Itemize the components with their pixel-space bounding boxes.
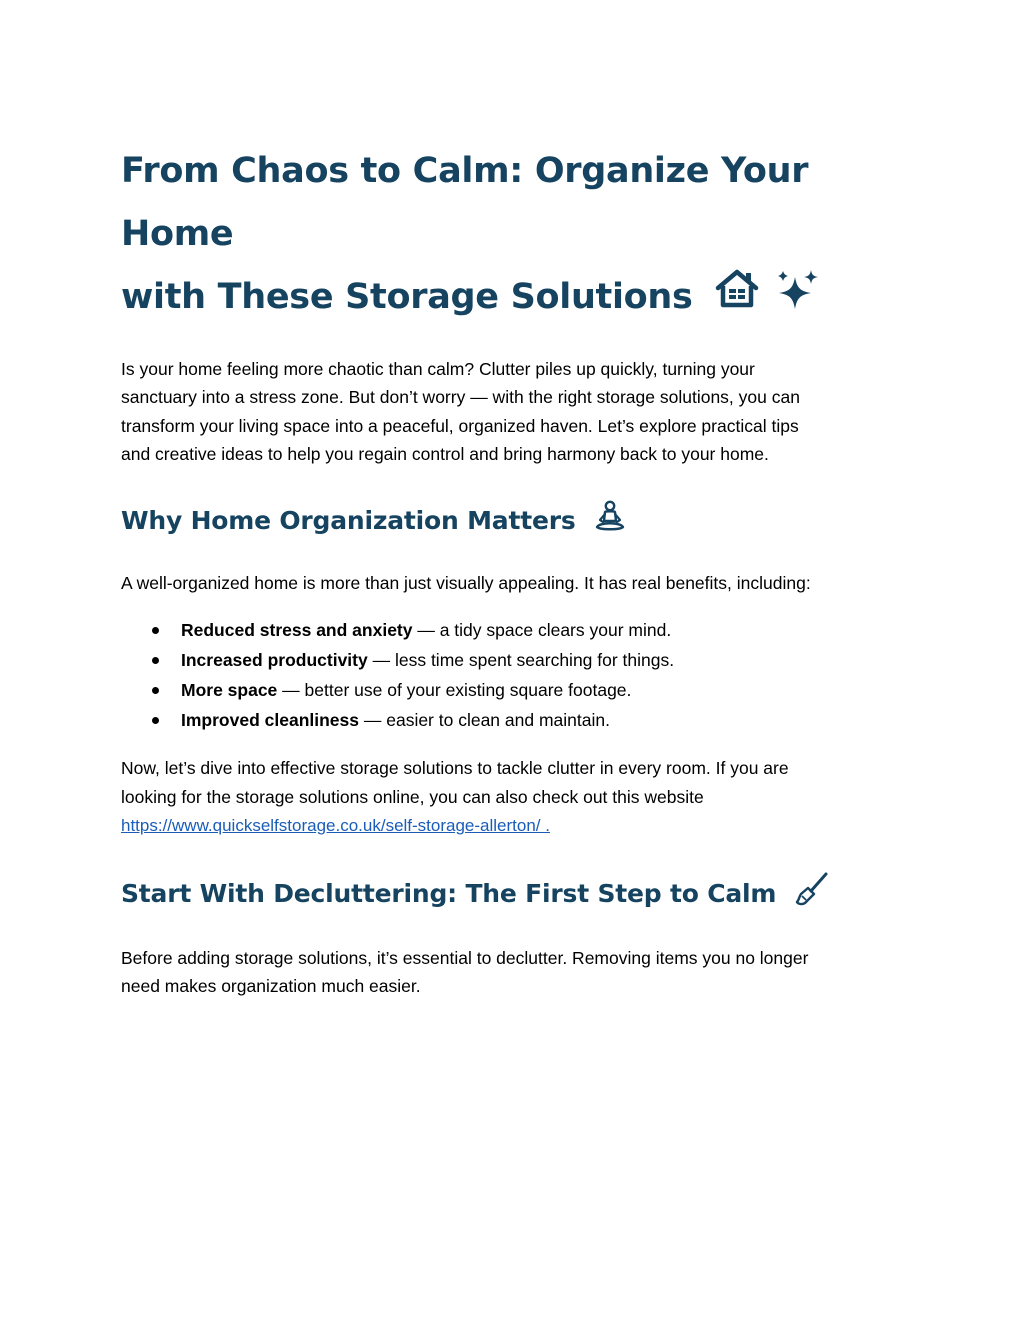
benefits-list [121, 615, 901, 735]
declutter-line: Before adding storage solutions, it’s essential to declutter. Removing items you no longer [121, 947, 809, 968]
page-title [121, 140, 901, 330]
meditation-icon [594, 500, 626, 540]
page-title-line2: with These Storage Solutions [121, 277, 693, 317]
declutter-heading [121, 876, 901, 914]
benefit-title: Reduced stress and anxiety [181, 620, 413, 640]
house-icon [714, 267, 760, 330]
intro-line: and creative ideas to help you regain control and bring harmony back to your home. [121, 444, 769, 464]
benefit-title: Improved cleanliness [181, 710, 359, 730]
intro-line: sanctuary into a stress zone. But don’t worry — with the right storage solutions, you can [121, 387, 800, 407]
list-item [121, 705, 901, 735]
list-item [121, 615, 901, 645]
why-heading-text: Why Home Organization Matters [121, 505, 576, 535]
benefit-text: — a tidy space clears your mind. [412, 620, 672, 640]
intro-paragraph [121, 355, 901, 469]
storage-website-link[interactable]: https://www.quickselfstorage.co.uk/self-storage-allerton/ . [121, 816, 550, 835]
declutter-heading-text: Start With Decluttering: The First Step to Calm [121, 878, 777, 908]
benefit-text: — better use of your existing square footage. [277, 680, 632, 700]
benefit-text: — less time spent searching for things. [367, 650, 675, 670]
broom-icon [795, 872, 829, 914]
list-item [121, 645, 901, 675]
declutter-paragraph [121, 944, 901, 1001]
benefit-title: More space [181, 680, 278, 700]
intro-line: Is your home feeling more chaotic than calm? Clutter piles up quickly, turning your [121, 358, 755, 379]
sparkles-icon [776, 267, 820, 330]
bullet-icon [152, 687, 159, 694]
declutter-line: need makes organization much easier. [121, 976, 421, 996]
dive-line: looking for the storage solutions online, you can also check out this website [121, 786, 704, 807]
bullet-icon [152, 627, 159, 634]
document-page [121, 140, 901, 1001]
bullet-icon [152, 657, 159, 664]
dive-line: Now, let’s dive into effective storage solutions to tackle clutter in every room. If you are [121, 758, 789, 778]
page-title-line1: From Chaos to Calm: Organize Your Home [121, 151, 809, 254]
benefits-lead: A well-organized home is more than just visually appealing. It has real benefits, including: [121, 572, 811, 593]
why-heading [121, 504, 901, 540]
benefit-title: Increased productivity [181, 650, 368, 670]
bullet-icon [152, 717, 159, 724]
list-item [121, 675, 901, 705]
dive-paragraph [121, 754, 901, 841]
intro-line: transform your living space into a peaceful, organized haven. Let’s explore practical tips [121, 415, 799, 436]
benefit-text: — easier to clean and maintain. [359, 710, 610, 730]
